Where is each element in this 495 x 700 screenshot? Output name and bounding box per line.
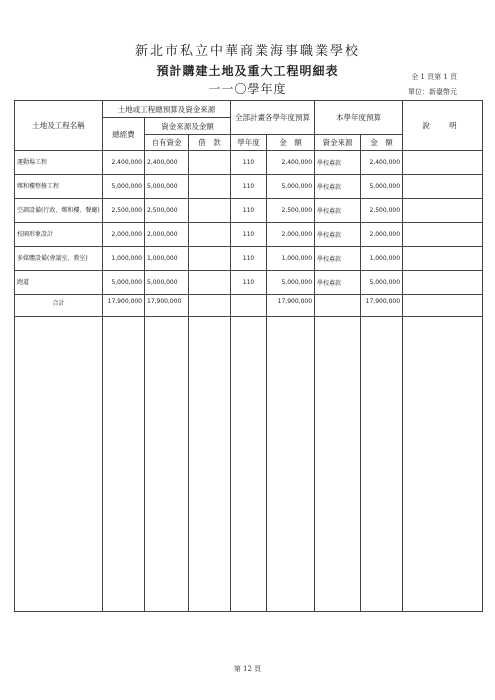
total-label: 合計 xyxy=(15,295,103,317)
this-year-amount: 2,400,000 xyxy=(361,151,403,175)
school-year-blank xyxy=(231,295,267,317)
explanation xyxy=(403,151,483,175)
header-school-year: 學年度 xyxy=(231,135,267,151)
own-funds: 2,000,000 xyxy=(145,223,189,247)
own-funds: 2,500,000 xyxy=(145,199,189,223)
fund-source: 學校募款 xyxy=(315,175,361,199)
item-name: 校園形象設計 xyxy=(15,223,103,247)
header-amount: 金 額 xyxy=(267,135,315,151)
header-item-name: 土地及工程名稱 xyxy=(15,101,103,151)
plan-amount: 5,000,000 xyxy=(267,175,315,199)
this-year-amount: 2,500,000 xyxy=(361,199,403,223)
fund-source: 學校募款 xyxy=(315,199,361,223)
fund-source: 學校募款 xyxy=(315,223,361,247)
plan-amount: 1,000,000 xyxy=(267,247,315,271)
loan xyxy=(189,199,231,223)
plan-amount: 2,500,000 xyxy=(267,199,315,223)
plan-amount-sum: 17,900,000 xyxy=(267,295,315,317)
total-cost: 2,000,000 xyxy=(103,223,145,247)
table-row xyxy=(15,247,483,271)
this-year-amount: 5,000,000 xyxy=(361,175,403,199)
page-number: 第 12 頁 xyxy=(233,665,262,673)
fund-source: 學校募款 xyxy=(315,271,361,295)
total-cost: 5,000,000 xyxy=(103,271,145,295)
school-year: 110 xyxy=(231,151,267,175)
explanation xyxy=(403,223,483,247)
item-name: 多媒體設備(會議室、教室) xyxy=(15,247,103,271)
explanation xyxy=(403,199,483,223)
own-funds: 1,000,000 xyxy=(145,247,189,271)
loan xyxy=(189,223,231,247)
blank-area xyxy=(15,317,483,612)
plan-amount: 2,400,000 xyxy=(267,151,315,175)
fund-source: 學校募款 xyxy=(315,247,361,271)
school-year: 110 xyxy=(231,271,267,295)
item-name: 空調設備(行政、鄭和樓、餐廳) xyxy=(15,199,103,223)
header-full-plan-group: 全部計畫各學年度預算 xyxy=(231,101,315,135)
this-year-amount-sum: 17,900,000 xyxy=(361,295,403,317)
currency-unit: 單位：新臺幣元 xyxy=(408,88,457,96)
header-own-funds: 自有資金 xyxy=(145,135,189,151)
header-this-year-amount: 金 額 xyxy=(361,135,403,151)
explanation xyxy=(403,247,483,271)
document-title: 預計購建土地及重大工程明細表 xyxy=(156,64,339,78)
this-year-amount: 5,000,000 xyxy=(361,271,403,295)
table-row xyxy=(15,223,483,247)
fund-source: 學校募款 xyxy=(315,151,361,175)
explanation-blank xyxy=(403,295,483,317)
header-fund-source-amount: 資金來源及金額 xyxy=(145,118,231,135)
plan-amount: 2,000,000 xyxy=(267,223,315,247)
item-name: 運動場工程 xyxy=(15,151,103,175)
school-year: 110 xyxy=(231,199,267,223)
this-year-amount: 2,000,000 xyxy=(361,223,403,247)
budget-table xyxy=(14,100,483,612)
header-total-cost: 總經費 xyxy=(103,118,145,151)
own-funds-sum: 17,900,000 xyxy=(145,295,189,317)
loan-sum xyxy=(189,295,231,317)
explanation xyxy=(403,175,483,199)
school-year: 110 xyxy=(231,175,267,199)
school-year: 110 xyxy=(231,247,267,271)
page-info: 全 1 頁第 1 頁 xyxy=(411,73,457,81)
school-name: 新北市私立中華商業海事職業學校 xyxy=(134,44,360,59)
table-row xyxy=(15,175,483,199)
loan xyxy=(189,151,231,175)
total-cost-sum: 17,900,000 xyxy=(103,295,145,317)
own-funds: 5,000,000 xyxy=(145,271,189,295)
loan xyxy=(189,271,231,295)
school-year: 110 xyxy=(231,223,267,247)
plan-amount: 5,000,000 xyxy=(267,271,315,295)
loan xyxy=(189,247,231,271)
header-this-year-group: 本學年度預算 xyxy=(315,101,403,135)
total-row xyxy=(15,295,483,317)
header-loan: 借 款 xyxy=(189,135,231,151)
total-cost: 2,500,000 xyxy=(103,199,145,223)
table-row xyxy=(15,199,483,223)
header-fund-source: 資金來源 xyxy=(315,135,361,151)
total-cost: 5,000,000 xyxy=(103,175,145,199)
table-row xyxy=(15,151,483,175)
item-name: 鄭和樓整修工程 xyxy=(15,175,103,199)
total-cost: 1,000,000 xyxy=(103,247,145,271)
own-funds: 5,000,000 xyxy=(145,175,189,199)
header-explanation: 說 明 xyxy=(403,101,483,151)
loan xyxy=(189,175,231,199)
explanation xyxy=(403,271,483,295)
header-total-budget-group: 土地或工程總預算及資金來源 xyxy=(103,101,231,118)
table-row xyxy=(15,271,483,295)
item-name: 跑道 xyxy=(15,271,103,295)
this-year-amount: 1,000,000 xyxy=(361,247,403,271)
fund-source-blank xyxy=(315,295,361,317)
academic-year: 一一〇學年度 xyxy=(208,82,287,96)
own-funds: 2,400,000 xyxy=(145,151,189,175)
total-cost: 2,400,000 xyxy=(103,151,145,175)
